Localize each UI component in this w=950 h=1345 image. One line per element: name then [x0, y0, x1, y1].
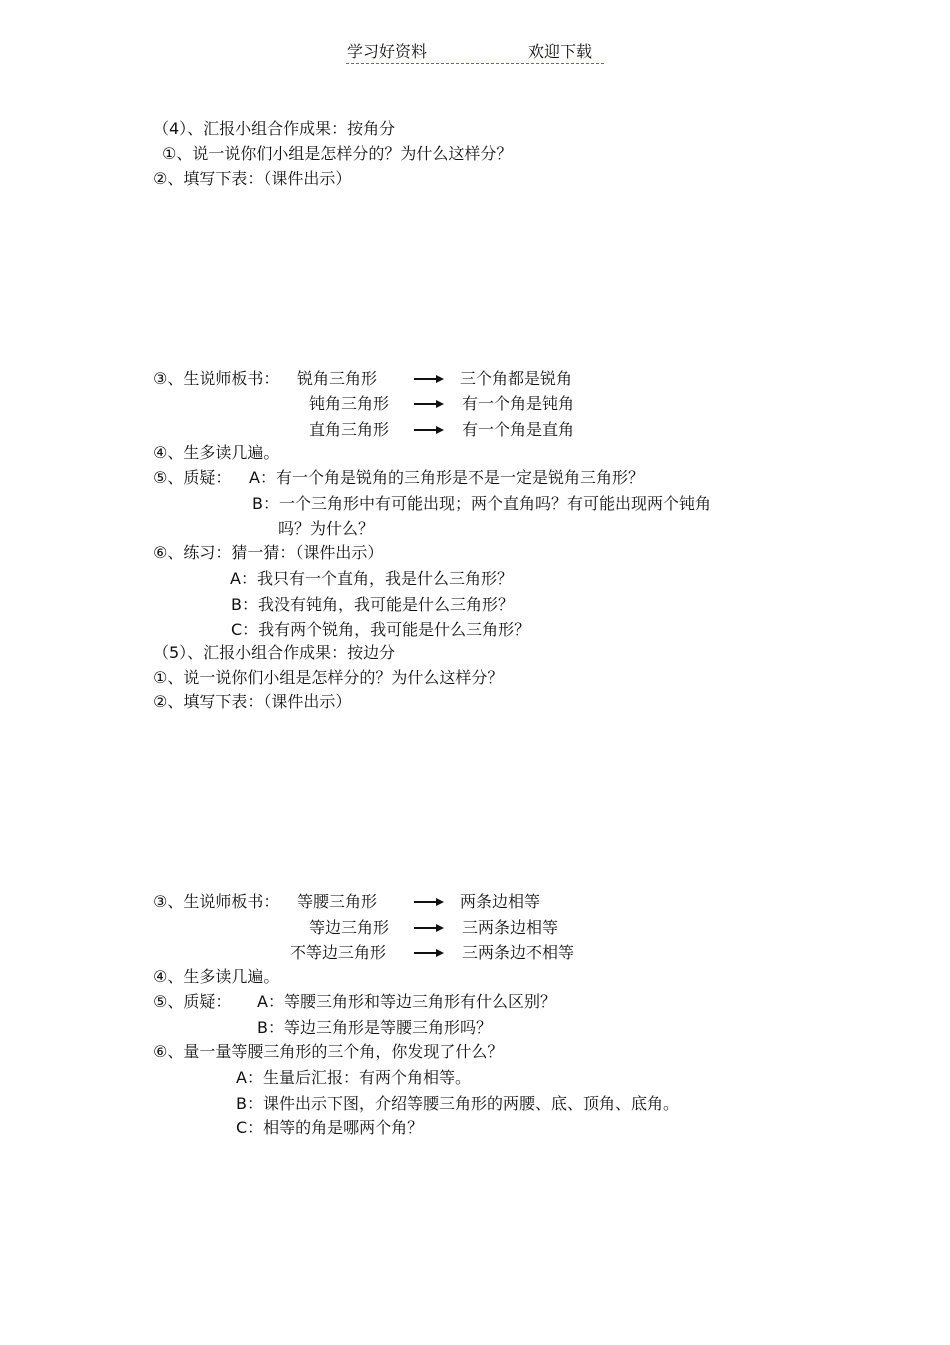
header-dashed-rule — [346, 63, 604, 64]
section5-measure-c: C：相等的角是哪两个角？ — [236, 1118, 424, 1137]
section4-practice: ⑥、练习：猜一猜：（课件出示） — [153, 543, 384, 562]
section4-board-desc-2: 有一个角是钝角 — [462, 394, 575, 413]
section4-doubt-b-line1: B：一个三角形中有可能出现；两个直角吗？有可能出现两个钝角 — [252, 494, 711, 513]
arrow-icon — [414, 923, 444, 933]
section4-doubt-a: A：有一个角是锐角的三角形是不是一定是锐角三角形？ — [249, 468, 644, 487]
arrow-icon — [414, 374, 444, 384]
section5-measure-a: A：生量后汇报：有两个角相等。 — [236, 1068, 471, 1087]
section5-board-name-2: 等边三角形 — [309, 918, 390, 937]
section4-read: ④、生多读几遍。 — [153, 443, 280, 462]
section5-question-1: ①、说一说你们小组是怎样分的？为什么这样分？ — [153, 668, 504, 687]
section5-board-desc-2: 三两条边相等 — [462, 918, 559, 937]
section4-board-name-2: 钝角三角形 — [309, 394, 390, 413]
section4-board-name-1: 锐角三角形 — [297, 369, 378, 388]
section5-doubt-a: A：等腰三角形和等边三角形有什么区别？ — [257, 992, 556, 1011]
section5-measure-b: B：课件出示下图，介绍等腰三角形的两腰、底、顶角、底角。 — [236, 1094, 679, 1113]
section4-board-prefix: ③、生说师板书： — [153, 369, 280, 388]
section4-question-2: ②、填写下表：（课件出示） — [153, 169, 352, 188]
section5-board-name-1: 等腰三角形 — [297, 892, 378, 911]
section4-title: （4）、汇报小组合作成果：按角分 — [153, 119, 396, 138]
section4-board-desc-1: 三个角都是锐角 — [460, 369, 573, 388]
section4-doubt-prefix: ⑤、质疑： — [153, 468, 232, 487]
section5-doubt-prefix: ⑤、质疑： — [153, 992, 232, 1011]
section4-board-name-3: 直角三角形 — [309, 420, 390, 439]
section4-practice-b: B：我没有钝角，我可能是什么三角形？ — [231, 595, 514, 614]
section5-board-prefix: ③、生说师板书： — [153, 892, 280, 911]
section5-board-name-3: 不等边三角形 — [290, 943, 387, 962]
header-left-text: 学习好资料 — [347, 42, 428, 61]
section5-measure: ⑥、量一量等腰三角形的三个角，你发现了什么？ — [153, 1042, 504, 1061]
arrow-icon — [414, 897, 444, 907]
section4-practice-c: C：我有两个锐角，我可能是什么三角形？ — [231, 620, 531, 639]
arrow-icon — [414, 948, 444, 958]
header-right-text: 欢迎下载 — [528, 42, 593, 61]
section5-doubt-b: B：等边三角形是等腰三角形吗？ — [257, 1018, 492, 1037]
section4-practice-a: A：我只有一个直角，我是什么三角形？ — [230, 569, 513, 588]
section5-board-desc-3: 三两条边不相等 — [462, 943, 575, 962]
section5-board-desc-1: 两条边相等 — [460, 892, 541, 911]
section5-title: （5）、汇报小组合作成果：按边分 — [153, 643, 396, 662]
section4-doubt-b-line2: 吗？为什么？ — [278, 519, 375, 538]
arrow-icon — [414, 399, 444, 409]
section5-question-2: ②、填写下表：（课件出示） — [153, 692, 352, 711]
section4-board-desc-3: 有一个角是直角 — [462, 420, 575, 439]
section4-question-1: ①、说一说你们小组是怎样分的？为什么这样分？ — [162, 144, 513, 163]
arrow-icon — [414, 425, 444, 435]
section5-read: ④、生多读几遍。 — [153, 967, 280, 986]
